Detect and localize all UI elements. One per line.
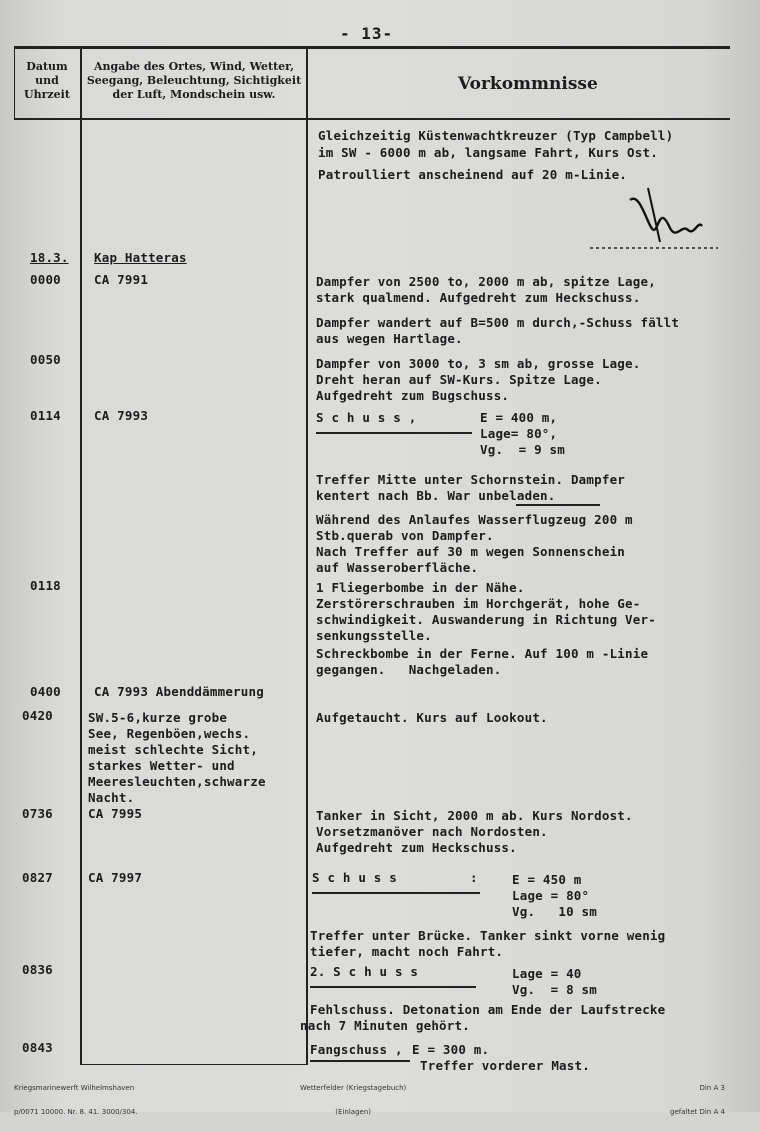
footer-form-line-1: Wetterfelder (Kriegstagebuch) — [300, 1084, 407, 1092]
entry-hit-line-1: Treffer Mitte unter Schornstein. Dampfer — [316, 472, 626, 487]
header-date-line-1: Datum — [26, 60, 68, 73]
shot-4-range: E = 300 m. — [412, 1042, 490, 1057]
entry-hit-line-2: kentert nach Bb. War unbeladen. — [316, 488, 556, 503]
shot-1-angle: Lage= 80°, — [480, 426, 558, 441]
time-0420: 0420 — [22, 708, 53, 723]
time-0843: 0843 — [22, 1040, 53, 1055]
time-0050: 0050 — [30, 352, 61, 367]
entry-patrol: Patroulliert anscheinend auf 20 m-Linie. — [318, 167, 628, 182]
grid-ca-7995: CA 7995 — [88, 806, 143, 821]
signature — [590, 180, 720, 260]
shot-4-label: Fangschuss , — [310, 1042, 403, 1057]
shot-1-range: E = 400 m, — [480, 410, 558, 425]
footer-form-name — [300, 1068, 406, 1132]
entry-hit-bridge-line-2: tiefer, macht noch Fahrt. — [310, 944, 504, 959]
time-0736: 0736 — [22, 806, 53, 821]
header-location-weather — [84, 60, 304, 102]
footer-printer-line-1: Kriegsmarinewerft Wilhelmshaven — [14, 1084, 135, 1092]
grid-ca-7997: CA 7997 — [88, 870, 143, 885]
header-date-line-2: und — [35, 74, 59, 87]
shot-1-underline — [316, 432, 472, 434]
top-rule — [14, 46, 730, 49]
entry-steamer-2500-line-1: Dampfer von 2500 to, 2000 m ab, spitze Lage, — [316, 274, 656, 289]
page-number: - 13- — [340, 24, 394, 43]
shot-2-underline — [312, 892, 480, 894]
grid-ca-7993: CA 7993 — [94, 408, 149, 423]
entry-seaplane-line-3: Nach Treffer auf 30 m wegen Sonnenschein — [316, 544, 626, 559]
footer-size-line-2: gefaltet Din A 4 — [670, 1108, 725, 1116]
column-divider-2 — [306, 48, 308, 1064]
shot-4-underline — [310, 1060, 410, 1062]
entry-miss-line-2: nach 7 Minuten gehört. — [300, 1018, 470, 1033]
shot-1-speed: Vg. = 9 sm — [480, 442, 565, 457]
header-date-line-3: Uhrzeit — [24, 88, 70, 101]
entry-steamer-3000-line-3: Aufgedreht zum Bugschuss. — [316, 388, 510, 403]
shot-1-label: S c h u s s , — [316, 410, 417, 425]
entry-bomb-line-6: gegangen. Nachgeladen. — [316, 662, 502, 677]
shot-4-hit: Treffer vorderer Mast. — [420, 1058, 590, 1073]
footer-printer — [14, 1068, 138, 1132]
grid-ca-7991: CA 7991 — [94, 272, 149, 287]
entry-coast-guard-line-2: im SW - 6000 m ab, langsame Fahrt, Kurs Ost. — [318, 145, 658, 160]
header-rule — [14, 118, 730, 120]
footer-form-line-2: (Einlagen) — [335, 1108, 371, 1116]
entry-bomb-line-2: Zerstörerschrauben im Horchgerät, hohe Ge- — [316, 596, 641, 611]
shot-3-label: 2. S c h u s s — [310, 964, 419, 979]
shot-2-range: E = 450 m — [512, 872, 582, 887]
weather-line-6: Nacht. — [88, 790, 135, 805]
grid-ca-7993-dusk: CA 7993 Abenddämmerung — [94, 684, 264, 699]
weather-line-4: starkes Wetter- und — [88, 758, 235, 773]
entry-hit-bridge-line-1: Treffer unter Brücke. Tanker sinkt vorne wenig — [310, 928, 666, 943]
entry-bomb-line-1: 1 Fliegerbombe in der Nähe. — [316, 580, 525, 595]
weather-line-1: SW.5-6,kurze grobe — [88, 710, 228, 725]
shot-3-speed: Vg. = 8 sm — [512, 982, 597, 997]
entry-surfaced: Aufgetaucht. Kurs auf Lookout. — [316, 710, 548, 725]
time-0000: 0000 — [30, 272, 61, 287]
shot-2-speed: Vg. 10 sm — [512, 904, 597, 919]
entry-tanker-line-3: Aufgedreht zum Heckschuss. — [316, 840, 517, 855]
header-date-time — [16, 60, 78, 102]
shot-2-angle: Lage = 80° — [512, 888, 590, 903]
time-0118: 0118 — [30, 578, 61, 593]
entry-steamer-3000-line-2: Dreht heran auf SW-Kurs. Spitze Lage. — [316, 372, 602, 387]
place-kap-hatteras: Kap Hatteras — [94, 250, 187, 265]
header-location-line-1: Angabe des Ortes, Wind, Wetter, — [93, 60, 295, 73]
shot-3-angle: Lage = 40 — [512, 966, 582, 981]
weather-line-3: meist schlechte Sicht, — [88, 742, 258, 757]
footer-paper-size — [670, 1068, 725, 1132]
shot-2-colon: : — [470, 870, 478, 885]
time-0400: 0400 — [30, 684, 61, 699]
footer-rule — [80, 1064, 308, 1065]
entry-bomb-line-4: senkungsstelle. — [316, 628, 432, 643]
entry-miss-line-1: Fehlschuss. Detonation am Ende der Laufstrecke — [310, 1002, 666, 1017]
entry-tanker-line-1: Tanker in Sicht, 2000 m ab. Kurs Nordost. — [316, 808, 633, 823]
weather-line-2: See, Regenböen,wechs. — [88, 726, 251, 741]
entry-bomb-line-5: Schreckbombe in der Ferne. Auf 100 m -Linie — [316, 646, 649, 661]
time-0836: 0836 — [22, 962, 53, 977]
header-events: Vorkommnisse — [458, 74, 598, 94]
entry-steamer-drifts-line-1: Dampfer wandert auf B=500 m durch,-Schuss fällt — [316, 315, 680, 330]
time-0827: 0827 — [22, 870, 53, 885]
shot-3-underline — [310, 986, 476, 988]
entry-seaplane-line-4: auf Wasseroberfläche. — [316, 560, 479, 575]
entry-tanker-line-2: Vorsetzmanöver nach Nordosten. — [316, 824, 548, 839]
entry-coast-guard-line-1: Gleichzeitig Küstenwachtkreuzer (Typ Campbell) — [318, 128, 674, 143]
entry-steamer-2500-line-2: stark qualmend. Aufgedreht zum Heckschuss. — [316, 290, 641, 305]
header-location-line-2: Seegang, Beleuchtung, Sichtigkeit — [86, 74, 302, 87]
entry-seaplane-line-1: Während des Anlaufes Wasserflugzeug 200 m — [316, 512, 633, 527]
left-border — [14, 48, 15, 120]
footer-printer-line-2: p/0071 10000. Nr. 8. 41. 3000/304. — [14, 1108, 138, 1116]
column-divider-1 — [80, 48, 82, 1064]
time-0114: 0114 — [30, 408, 61, 423]
unloaded-underline — [516, 504, 600, 506]
entry-steamer-3000-line-1: Dampfer von 3000 to, 3 sm ab, grosse Lage. — [316, 356, 641, 371]
entry-bomb-line-3: schwindigkeit. Auswanderung in Richtung Ver- — [316, 612, 656, 627]
header-location-line-3: der Luft, Mondschein usw. — [112, 88, 276, 101]
weather-line-5: Meeresleuchten,schwarze — [88, 774, 266, 789]
entry-steamer-drifts-line-2: aus wegen Hartlage. — [316, 331, 463, 346]
shot-2-label: S c h u s s — [312, 870, 397, 885]
entry-seaplane-line-2: Stb.querab von Dampfer. — [316, 528, 494, 543]
date-18-3: 18.3. — [30, 250, 69, 265]
footer-size-line-1: Din A 3 — [699, 1084, 725, 1092]
